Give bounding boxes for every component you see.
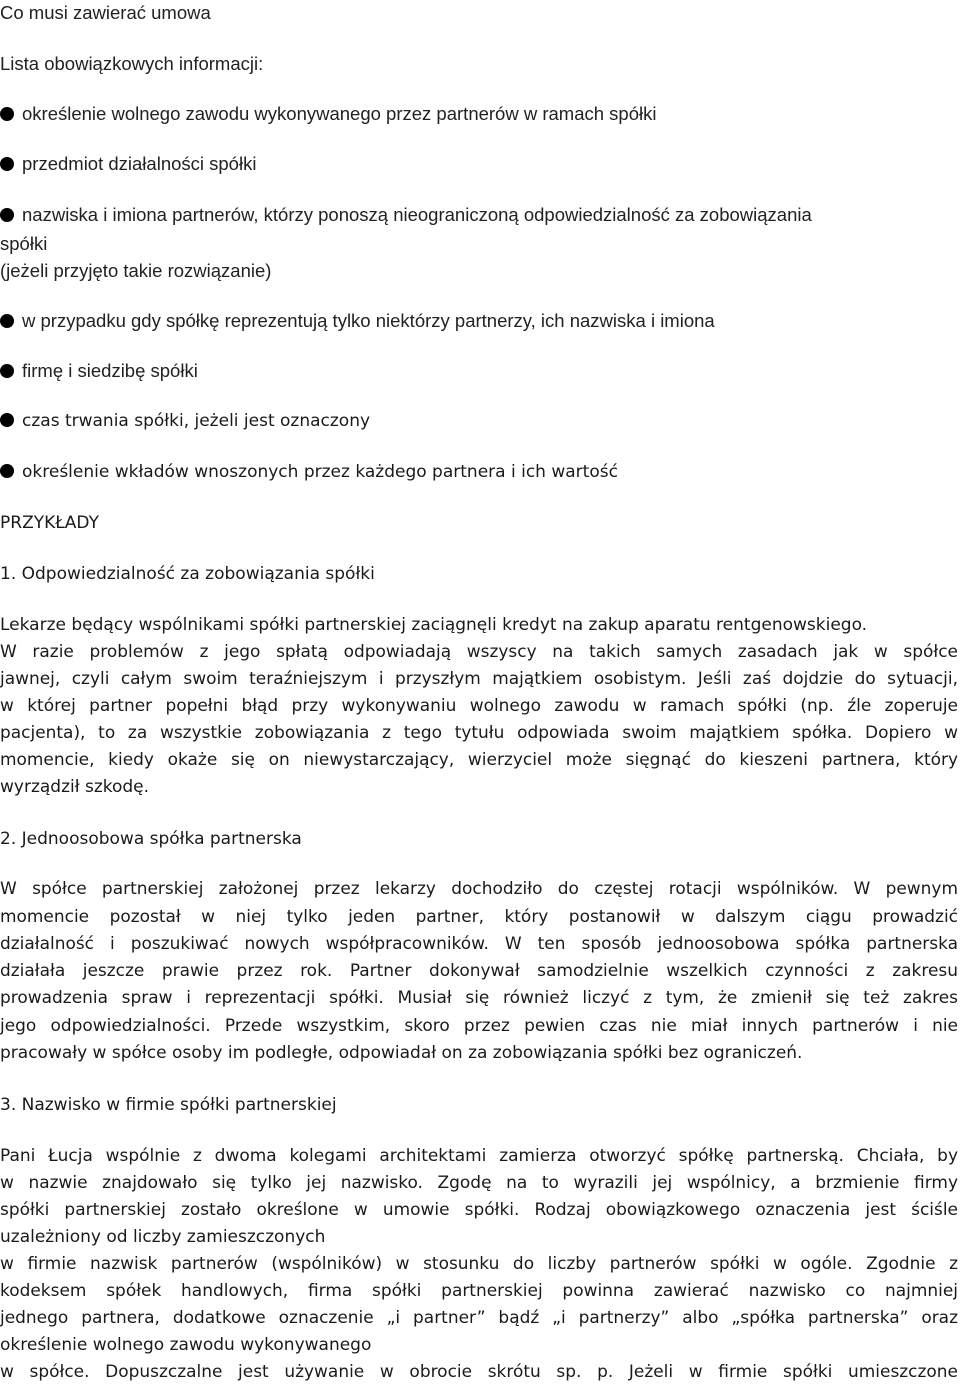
list-item: przedmiot działalności spółki [0, 155, 256, 174]
paragraph-line: jednego partnera, dodatkowe oznaczenie „i partner” bądź „i partnerzy” albo „spółka partnerska” oraz [0, 1308, 958, 1328]
paragraph-line: działała jeszcze prawie przez rok. Partner dokonywał samodzielnie wszelkich czynności z zakresu [0, 961, 958, 981]
bullet-icon [0, 364, 14, 378]
list-item: nazwiska i imiona partnerów, którzy ponoszą nieograniczoną odpowiedzialność za zobowiązania [0, 206, 812, 225]
paragraph-line: Lekarze będący wspólnikami spółki partnerskiej zaciągnęli kredyt na zakup aparatu rentgenowskiego. [0, 615, 868, 635]
list-item: w przypadku gdy spółkę reprezentują tylko niektórzy partnerzy, ich nazwiska i imiona [0, 312, 715, 331]
paragraph-line: wyrządził szkodę. [0, 777, 150, 797]
examples-heading: PRZYKŁADY [0, 513, 99, 533]
paragraph-line: w firmie nazwisk partnerów (wspólników) w stosunku do liczby partnerów spółki w ogóle. Zgodnie z [0, 1254, 958, 1274]
page-heading: Co musi zawierać umowa [0, 2, 211, 23]
bullet-icon [0, 314, 14, 328]
paragraph-line: określenie wolnego zawodu wykonywanego [0, 1335, 372, 1355]
paragraph-line: kodeksem spółek handlowych, firma spółki partnerskiej powinna zawierać nazwisko co najmniej [0, 1281, 958, 1301]
paragraph-line: jawnej, czyli całym swoim teraźniejszym i przyszłym majątkiem osobistym. Jeśli zaś dojdzie do sytuacji, [0, 669, 958, 689]
paragraph-line: W razie problemów z jego spłatą odpowiadają wszyscy na takich samych zasadach jak w spółce [0, 642, 958, 662]
paragraph-line: jego odpowiedzialności. Przede wszystkim, skoro przez pewien czas nie miał innych partnerów i nie [0, 1016, 958, 1036]
example-2-title: 2. Jednoosobowa spółka partnerska [0, 829, 302, 849]
bullet-icon [0, 107, 14, 121]
list-item: czas trwania spółki, jeżeli jest oznaczony [0, 413, 370, 430]
paragraph-line: w nazwie znajdowało się tylko jej nazwisko. Zgodę na to wyrazili jej wspólnicy, a brzmienie firmy [0, 1173, 958, 1193]
bullet-icon [0, 157, 14, 171]
example-3-title: 3. Nazwisko w firmie spółki partnerskiej [0, 1095, 337, 1115]
paragraph-line: prowadzenia spraw i reprezentacji spółki. Musiał się również liczyć z tym, że zmienił się też zakres [0, 988, 958, 1008]
list-intro: Lista obowiązkowych informacji: [0, 53, 264, 74]
list-item-continuation: spółki [0, 233, 48, 254]
paragraph-line: pracowały w spółce osoby im podległe, odpowiadał on za zobowiązania spółki bez ograniczeń. [0, 1043, 803, 1063]
list-item: określenie wkładów wnoszonych przez każdego partnera i ich wartość [0, 464, 618, 481]
bullet-icon [0, 464, 14, 478]
example-1-title: 1. Odpowiedzialność za zobowiązania spółki [0, 564, 375, 584]
list-item: określenie wolnego zawodu wykonywanego przez partnerów w ramach spółki [0, 105, 656, 124]
paragraph-line: momencie, kiedy okaże się on niewystarczający, wierzyciel może sięgnąć do kieszeni partnera, który [0, 750, 958, 770]
paragraph-line: Pani Łucja wspólnie z dwoma kolegami architektami zamierza otworzyć spółkę partnerską. Chciała, by [0, 1146, 958, 1166]
paragraph-line: W spółce partnerskiej założonej przez lekarzy dochodziło do częstej rotacji wspólników. W pewnym [0, 879, 958, 899]
paragraph-line: w spółce. Dopuszczalne jest używanie w obrocie skrótu sp. p. Jeżeli w firmie spółki umieszczone [0, 1362, 958, 1382]
paragraph-line: pacjenta), to za wszystkie zobowiązania z tego tytułu odpowiada swoim majątkiem spółka. Dopiero w [0, 723, 958, 743]
paragraph-line: uzależniony od liczby zamieszczonych [0, 1227, 326, 1247]
list-item: firmę i siedzibę spółki [0, 362, 198, 381]
paragraph-line: działalność i poszukiwać nowych współpracowników. W ten sposób jednoosobowa spółka partnerska [0, 934, 958, 954]
list-item-continuation: (jeżeli przyjęto takie rozwiązanie) [0, 260, 272, 281]
paragraph-line: spółki partnerskiej zostało określone w umowie spółki. Rodzaj obowiązkowego oznaczenia jest ściśle [0, 1200, 958, 1220]
bullet-icon [0, 413, 14, 427]
bullet-icon [0, 208, 14, 222]
paragraph-line: w której partner popełni błąd przy wykonywaniu wolnego zawodu w ramach spółki (np. źle zoperuje [0, 696, 958, 716]
paragraph-line: momencie pozostał w niej tylko jeden partner, który postanowił w dalszym ciągu prowadzić [0, 907, 958, 927]
